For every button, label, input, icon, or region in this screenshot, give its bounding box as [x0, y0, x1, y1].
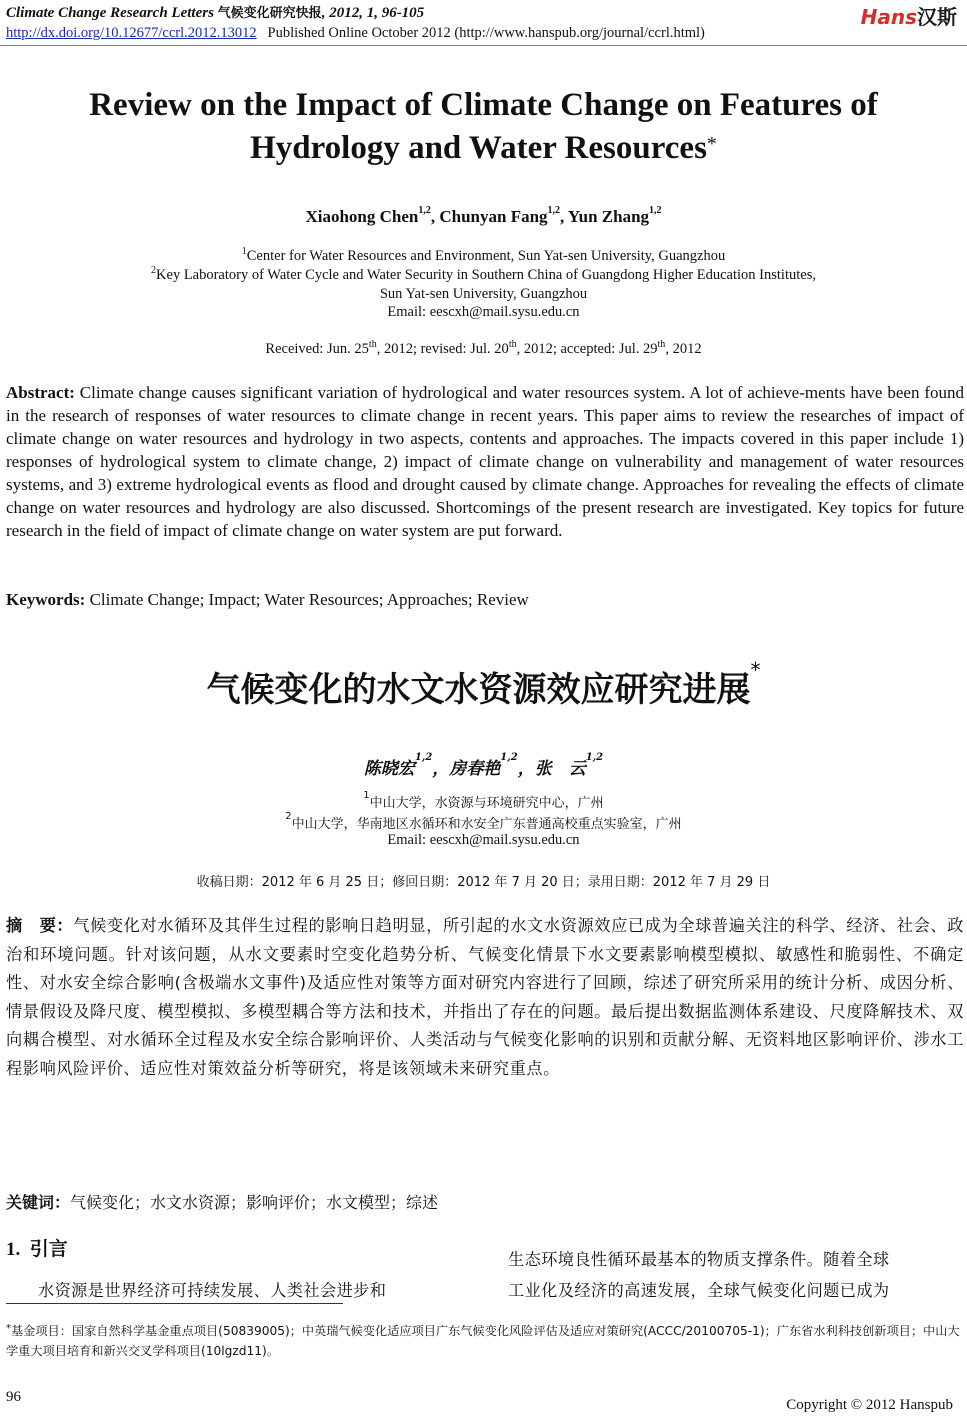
received-dates-en: Received: Jun. 25th, 2012; revised: Jul. 20th, 2012; accepted: Jul. 29th, 2012 — [265, 339, 702, 357]
journal-name-en: Climate Change Research Letters — [6, 5, 214, 21]
author-name: Xiaohong Chen — [305, 207, 419, 226]
author-name-cn: 陈晓宏 — [363, 759, 415, 779]
author-name: Yun Zhang — [567, 207, 650, 226]
keywords-text: Climate Change; Impact; Water Resources; Approaches; Review — [85, 590, 529, 609]
keywords-label-cn: 关键词： — [6, 1193, 71, 1212]
abstract-text: Climate change causes significant variation of hydrological and water resources system. A lot of achieve-ments have been found in the research of responses of water resources to climate change in recent years. This paper aims to review the researches of impact of climate change on water resources and hydrology in two aspects, contents and approaches. The impacts covered in this paper include 1) responses of hydrological system to climate change, 2) impact of climate change on vulnerability and management of water resources systems, and 3) extreme hydrological events as flood and drought caused by climate change. Approaches for revealing the effects of climate change on water resources and hydrology are also discussed. Shortcomings of the present research are investigated. Key topics for future research in the field of impact of climate change on water system are put forward. — [6, 383, 964, 540]
received-dates-cn: 收稿日期：2012 年 6 月 25 日；修回日期：2012 年 7 月 20 日；录用日期：2012 年 7 月 29 日 — [196, 875, 771, 890]
keywords-en — [6, 590, 529, 610]
email-cn: Email: eescxh@mail.sysu.edu.cn — [387, 832, 580, 848]
abstract-cn — [6, 912, 964, 1083]
intro-left-column-text: 水资源是世界经济可持续发展、人类社会进步和 — [38, 1281, 387, 1300]
intro-right-column-line-1: 生态环境良性循环最基本的物质支撑条件。随着全球 — [508, 1250, 890, 1269]
authors-cn: 陈晓宏$^{1,2}$，房春艳$^{1,2}$，张 云$^{1,2}$ — [363, 752, 604, 779]
journal-header — [6, 2, 424, 22]
affiliation-2-cn: $^2$中山大学，华南地区水循环和水安全广东普通高校重点实验室，广州 — [285, 811, 682, 832]
author-name: Chunyan Fang — [439, 207, 548, 226]
affiliation-1-en: $^1$Center for Water Resources and Environment, Sun Yat-sen University, Guangzhou — [241, 246, 726, 264]
author-affiliation-sup: 1,2 — [418, 205, 431, 216]
authors-en: Xiaohong Chen$^{1,2}$, Chunyan Fang$^{1,2}$, Yun Zhang$^{1,2}$ — [305, 205, 662, 226]
paper-title-en — [0, 84, 967, 170]
affiliation-1-cn: $^1$中山大学，水资源与环境研究中心，广州 — [363, 790, 604, 811]
author-affiliation-sup: 1,2 — [547, 205, 561, 216]
keywords-text-cn: 气候变化；水文水资源；影响评价；水文模型；综述 — [70, 1193, 439, 1212]
keywords-cn — [6, 1190, 438, 1213]
copyright-notice: Copyright © 2012 Hanspub — [786, 1397, 953, 1413]
email-en: Email: eescxh@mail.sysu.edu.cn — [387, 304, 580, 320]
title-line-1: Review on the Impact of Climate Change on Features of — [89, 87, 878, 123]
doi-link[interactable]: http://dx.doi.org/10.12677/ccrl.2012.13012 — [6, 25, 257, 41]
affiliation-2-en: $^2$Key Laboratory of Water Cycle and Water Security in Southern China of Guangdong Higher Education Institutes, — [151, 265, 816, 283]
page-number: 96 — [6, 1389, 21, 1405]
author-affiliation-sup: 1,2 — [649, 205, 662, 216]
affiliation-2b-en: Sun Yat-sen University, Guangzhou — [379, 286, 588, 302]
author-name-cn: 张 云 — [534, 759, 586, 779]
paper-title-cn: 气候变化的水文水资源效应研究进展* — [206, 658, 761, 710]
footnote-divider — [6, 1303, 343, 1304]
author-name-cn: 房春艳 — [449, 759, 501, 779]
section-heading: 1. 引言 — [6, 1238, 68, 1260]
header-divider — [0, 45, 967, 46]
abstract-text-cn: 气候变化对水循环及其伴生过程的影响日趋明显，所引起的水文水资源效应已成为全球普遍关注的科学、经济、社会、政治和环境问题。针对该问题，从水文要素时空变化趋势分析、气候变化情景下水文要素影响模型模拟、敏感性和脆弱性、不确定性、对水安全综合影响(含极端水文事件)及适应性对策等方面对研究内容进行了回顾，综述了研究所采用的统计分析、成因分析、情景假设及降尺度、模型模拟、多模型耦合等方法和技术，并指出了存在的问题。最后提出数据监测体系建设、尺度降解技术、双向耦合模型、对水循环全过程及水安全综合影响评价、人类活动与气候变化影响的识别和贡献分解、无资料地区影响评价、涉水工程影响风险评价、适应性对策效益分析等研究，将是该领域未来研究重点。 — [6, 916, 964, 1078]
volume-info: , 2012, 1, 96-105 — [321, 5, 425, 21]
title-line-2: Hydrology and Water Resources* — [250, 130, 717, 166]
keywords-label: Keywords: — [6, 590, 86, 609]
publisher-logo — [861, 1, 957, 30]
abstract-label-cn: 摘 要： — [6, 916, 74, 935]
abstract-label: Abstract: — [6, 383, 75, 402]
doi-line — [6, 25, 705, 42]
title-footnote-mark: * — [706, 133, 717, 155]
journal-name-cn: 气候变化研究快报 — [217, 6, 322, 21]
abstract-en — [6, 381, 964, 542]
title-footnote-mark-cn: * — [750, 658, 761, 682]
logo-latin: Hans — [860, 5, 917, 29]
published-info: Published Online October 2012 (http://www.hanspub.org/journal/ccrl.html) — [267, 25, 705, 41]
logo-cn: 汉斯 — [917, 5, 957, 29]
funding-footnote: *基金项目：国家自然科学基金重点项目(50839005)；中英瑞气候变化适应项目广东气候变化风险评估及适应对策研究(ACCC/20100705-1)；广东省水利科技创新项目；中山大学重大项目培育和新兴交叉学科项目(10lgzd11)。 — [6, 1323, 960, 1358]
intro-right-column-line-2: 工业化及经济的高速发展，全球气候变化问题已成为 — [508, 1281, 890, 1300]
